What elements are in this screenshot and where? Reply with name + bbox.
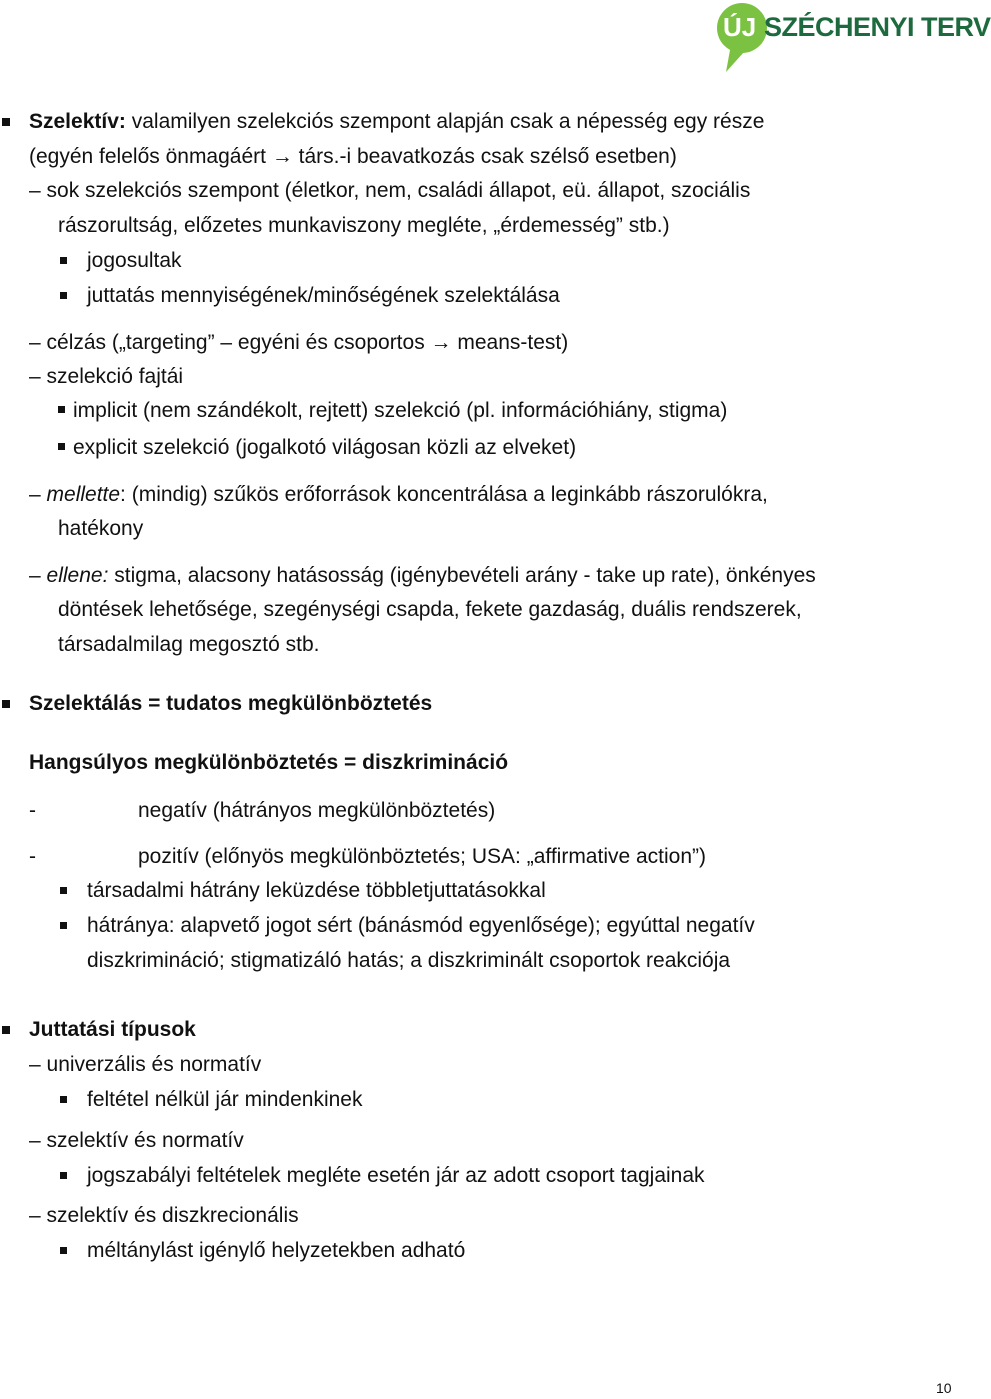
- logo-badge-text: ÚJ: [723, 12, 757, 42]
- text-line: explicit szelekció (jogalkotó világosan közli az elveket): [73, 436, 577, 459]
- bullet-square-icon: [60, 1096, 67, 1103]
- text-line: (egyén felelős önmagáért → társ.-i beavatkozás csak szélső esetben): [29, 145, 677, 168]
- text-line: negatív (hátrányos megkülönböztetés): [138, 799, 496, 822]
- section-heading: Szelektálás = tudatos megkülönböztetés: [29, 692, 433, 715]
- text-line: juttatás mennyiségének/minőségének szelektálása: [87, 284, 560, 307]
- text-line: – szelektív és diszkrecionális: [29, 1204, 299, 1227]
- text-line: – univerzális és normatív: [29, 1053, 262, 1076]
- text-line: pozitív (előnyös megkülönböztetés; USA: „affirmative action”): [138, 845, 707, 868]
- text-line: jogszabályi feltételek megléte esetén jár az adott csoport tagjainak: [87, 1164, 705, 1187]
- text-line: feltétel nélkül jár mindenkinek: [87, 1088, 363, 1111]
- text-line: – mellette: (mindig) szűkös erőforrások koncentrálása a leginkább rászorulókra,: [29, 483, 768, 506]
- text-line: Szelektív: valamilyen szelekciós szempont alapján csak a népesség egy része: [29, 110, 765, 133]
- page-number: 10: [936, 1380, 952, 1396]
- text-line: – szelekció fajtái: [29, 365, 184, 388]
- text-line: döntések lehetősége, szegénységi csapda, fekete gazdaság, duális rendszerek,: [58, 598, 802, 621]
- bullet-square-icon: [60, 887, 67, 894]
- bullet-square-icon: [60, 1172, 67, 1179]
- bullet-square-icon: [58, 443, 65, 450]
- bullet-square-icon: [58, 406, 65, 413]
- dash-marker: -: [29, 845, 36, 868]
- bullet-square-icon: [60, 257, 67, 264]
- text-line: rászorultság, előzetes munkaviszony megléte, „érdemesség” stb.): [58, 214, 670, 237]
- text-line: jogosultak: [87, 249, 182, 272]
- bullet-square-icon: [60, 292, 67, 299]
- logo-text: SZÉCHENYI TERV: [764, 12, 991, 42]
- text-line: – ellene: stigma, alacsony hatásosság (igénybevételi arány - take up rate), önkényes: [29, 564, 816, 587]
- text-line: hátránya: alapvető jogot sért (bánásmód egyenlősége); egyúttal negatív: [87, 914, 755, 937]
- text-line: – célzás („targeting” – egyéni és csoportos → means-test): [29, 331, 569, 354]
- bullet-square-icon: [60, 922, 67, 929]
- text-line: társadalmilag megosztó stb.: [58, 633, 320, 656]
- text-line: implicit (nem szándékolt, rejtett) szelekció (pl. információhiány, stigma): [73, 399, 728, 422]
- bullet-square-icon: [60, 1247, 67, 1254]
- text-line: diszkrimináció; stigmatizáló hatás; a diszkriminált csoportok reakciója: [87, 949, 731, 972]
- dash-marker: -: [29, 799, 36, 822]
- text-line: – sok szelekciós szempont (életkor, nem, családi állapot, eü. állapot, szociális: [29, 179, 751, 202]
- text-line: társadalmi hátrány leküzdése többletjuttatásokkal: [87, 879, 546, 902]
- section-heading: Hangsúlyos megkülönböztetés = diszkrimináció: [29, 751, 509, 774]
- bullet-square-icon: [2, 700, 10, 708]
- text-line: méltánylást igénylő helyzetekben adható: [87, 1239, 466, 1262]
- section-heading: Juttatási típusok: [29, 1018, 196, 1041]
- text-line: hatékony: [58, 517, 144, 540]
- bullet-square-icon: [2, 1026, 10, 1034]
- bullet-square-icon: [2, 118, 10, 126]
- text-line: – szelektív és normatív: [29, 1129, 244, 1152]
